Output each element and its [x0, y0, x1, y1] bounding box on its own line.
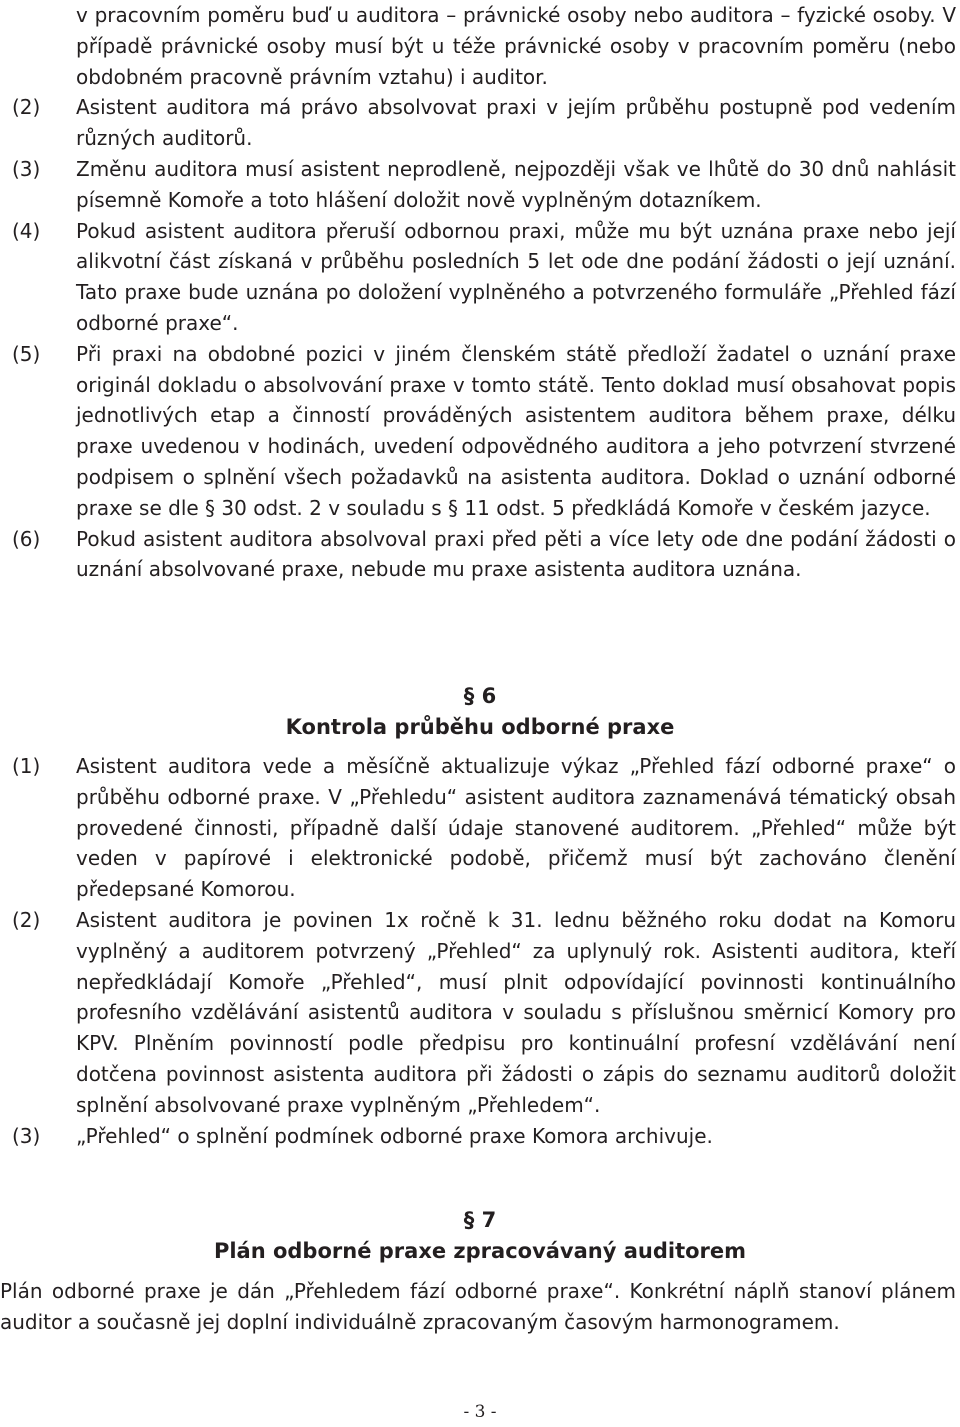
- paragraph-number: (5): [12, 341, 41, 366]
- paragraph-text: Asistent auditora vede a měsíčně aktualizuje výkaz „Přehled fází odborné praxe“ o průběhu odborné praxe. V „Přehledu“ asistent auditora zaznamenává tématický obsah provedené činnosti, případně další údaje stanovené auditorem. „Přehled“ může být veden v papírové i elektronické podobě, přičemž musí být zachováno členění předepsané Komorou.: [76, 754, 956, 902]
- paragraph-text: Plán odborné praxe je dán „Přehledem fází odborné praxe“. Konkrétní náplň stanoví plánem auditor a současně jej doplní individuálně zpracovaným časovým harmonogramem.: [0, 1279, 956, 1334]
- section-7-body: [0, 1276, 956, 1338]
- section-title: Plán odborné praxe zpracovávaný auditorem: [213, 1239, 747, 1263]
- paragraph-5: [0, 339, 956, 524]
- section-top: [0, 0, 956, 585]
- paragraph-number: (4): [12, 218, 41, 243]
- section-number: § 6: [463, 684, 497, 708]
- paragraph-2: [0, 92, 956, 154]
- paragraph-text: Změnu auditora musí asistent neprodleně, nejpozději však ve lhůtě do 30 dnů nahlásit písemně Komoře a toto hlášení doložit nově vyplněným dotazníkem.: [76, 156, 956, 212]
- paragraph-number: (3): [12, 156, 41, 181]
- page-number: - 3 -: [463, 1402, 497, 1422]
- paragraph-3: [0, 1121, 956, 1152]
- section-6-body: [0, 751, 956, 1151]
- paragraph-number: (2): [12, 95, 41, 120]
- paragraph-text: Asistent auditora je povinen 1x ročně k 31. lednu běžného roku dodat na Komoru vyplněný a auditorem potvrzený „Přehled“ za uplynulý rok. Asistenti auditora, kteří nepředkládají Komoře „Přehled“, musí plnit odpovídající povinnosti kontinuálního profesního vzdělávání asistentů auditora v souladu s příslušnou směrnicí Komory pro KPV. Plněním povinností podle předpisu pro kontinuální profesní vzdělávání není dotčena povinnost asistenta auditora při žádosti o zápis do seznamu auditorů doložit splnění absolvované praxe vyplněným „Přehledem“.: [76, 907, 956, 1117]
- paragraph-number: (2): [12, 907, 41, 932]
- paragraph-number: (3): [12, 1123, 41, 1148]
- paragraph-number: (1): [12, 754, 41, 778]
- paragraph-1: [0, 751, 956, 905]
- paragraph-4: [0, 216, 956, 339]
- paragraph-2: [0, 905, 956, 1121]
- paragraph-text: Pokud asistent auditora absolvoval praxi před pěti a více lety ode dne podání žádosti o uznání absolvované praxe, nebude mu praxe asistenta auditora uznána.: [76, 526, 956, 582]
- paragraph-text: „Přehled“ o splnění podmínek odborné praxe Komora archivuje.: [76, 1123, 713, 1148]
- paragraph-number: (6): [12, 526, 41, 551]
- section-7-heading: [0, 1205, 960, 1267]
- paragraph-text: Při praxi na obdobné pozici v jiném členském státě předloží žadatel o uznání praxe originál dokladu o absolvování praxe v tomto státě. Tento doklad musí obsahovat popis jednotlivých etap a činností prováděných asistentem auditora během praxe, délku praxe uvedenou v hodinách, uvedení odpovědného auditora a jeho potvrzení stvrzené podpisem o splnění všech požadavků na asistenta auditora. Doklad o uznání odborné praxe se dle § 30 odst. 2 v souladu s § 11 odst. 5 předkládá Komoře v českém jazyce.: [76, 341, 956, 520]
- paragraph-continuation: [0, 0, 956, 92]
- paragraph-text: Pokud asistent auditora přeruší odbornou praxi, může mu být uznána praxe nebo její alikvotní část získaná v průběhu posledních 5 let ode dne podání žádosti o její uznání. Tato praxe bude uznána po doložení vyplněného a potvrzeného formuláře „Přehled fází odborné praxe“.: [76, 218, 956, 335]
- section-number: § 7: [463, 1208, 497, 1232]
- paragraph-text: v pracovním poměru buď u auditora – právnické osoby nebo auditora – fyzické osoby. V případě právnické osoby musí být u téže právnické osoby v pracovním poměru (nebo obdobném pracovně právním vztahu) i auditor.: [76, 3, 956, 89]
- section-6-heading: [0, 681, 960, 743]
- paragraph-3: [0, 154, 956, 216]
- paragraph-6: [0, 524, 956, 586]
- section-title: Kontrola průběhu odborné praxe: [285, 715, 675, 739]
- paragraph-text: Asistent auditora má právo absolvovat praxi v jejím průběhu postupně pod vedením různých auditorů.: [76, 95, 956, 151]
